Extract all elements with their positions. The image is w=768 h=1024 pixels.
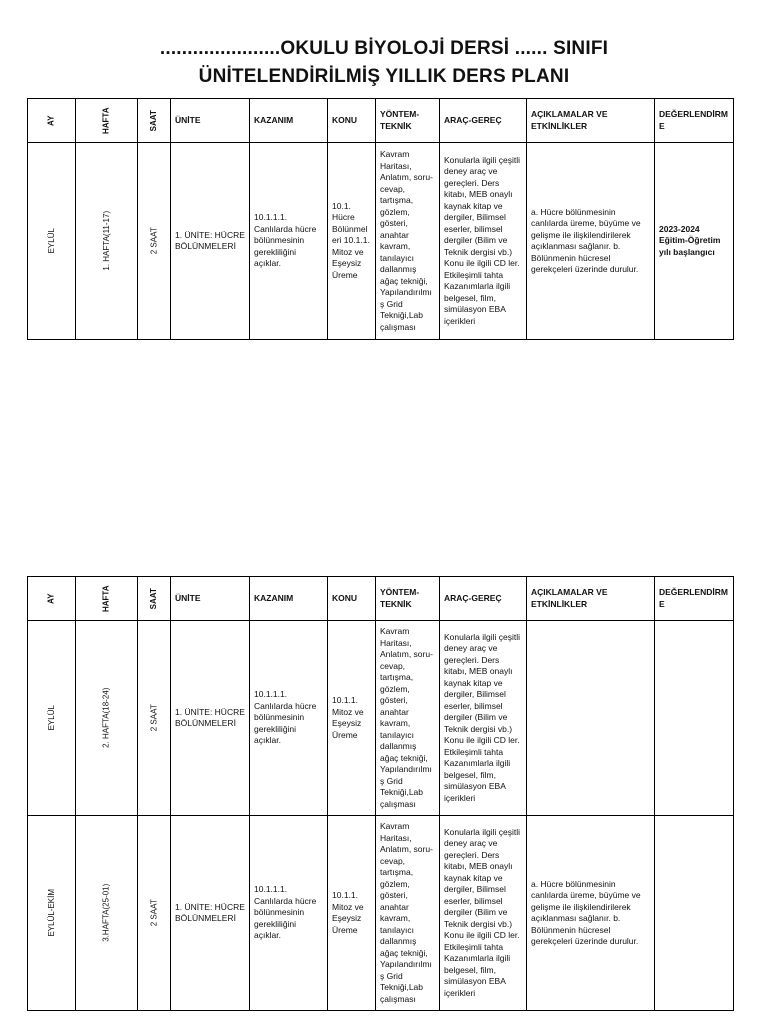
cell-aciklama: a. Hücre bölünmesinin canlılarda üreme, büyüme ve gelişme ile ilişkilendirilerek açıklanması sağlanır. b. Bölünmenin hücresel gerekçeleri üzerinde durulur.: [527, 143, 655, 340]
cell-ay: EYLÜL: [28, 143, 76, 340]
document-title-line-1: ......................OKULU BİYOLOJİ DERSİ ...... SINIFI: [159, 38, 609, 59]
cell-konu: 10.1. Hücre Bölünmeleri 10.1.1. Mitoz ve Eşeysiz Üreme: [328, 143, 376, 340]
table-header-row: [28, 99, 734, 143]
cell-konu: 10.1.1. Mitoz ve Eşeysiz Üreme: [328, 816, 376, 1011]
cell-yontem: Kavram Haritası, Anlatım, soru-cevap, tartışma, gözlem, gösteri, anahtar kavram, tanılayıcı dallanmış ağaç tekniği, Yapılandırılmış Grid Tekniği,Lab çalışması: [376, 816, 440, 1011]
cell-unite: 1. ÜNİTE: HÜCRE BÖLÜNMELERİ: [171, 816, 250, 1011]
cell-yontem: Kavram Haritası, Anlatım, soru-cevap, tartışma, gözlem, gösteri, anahtar kavram, tanılayıcı dallanmış ağaç tekniği, Yapılandırılmış Grid Tekniği,Lab çalışması: [376, 143, 440, 340]
header-konu: KONU: [328, 99, 376, 143]
header-saat: SAAT: [138, 577, 171, 621]
header-arac: ARAÇ-GEREÇ: [440, 99, 527, 143]
header-hafta: HAFTA: [76, 577, 138, 621]
cell-kazanim: 10.1.1.1. Canlılarda hücre bölünmesinin gerekliliğini açıklar.: [250, 816, 328, 1011]
header-degerlendirme: DEĞERLENDİRME: [655, 99, 734, 143]
header-hafta: HAFTA: [76, 99, 138, 143]
cell-saat: 2 SAAT: [138, 621, 171, 816]
cell-aciklama: [527, 621, 655, 816]
header-yontem: YÖNTEM-TEKNİK: [376, 99, 440, 143]
cell-yontem: Kavram Haritası, Anlatım, soru-cevap, tartışma, gözlem, gösteri, anahtar kavram, tanılayıcı dallanmış ağaç tekniği, Yapılandırılmış Grid Tekniği,Lab çalışması: [376, 621, 440, 816]
header-unite: ÜNİTE: [171, 99, 250, 143]
header-ay: AY: [28, 577, 76, 621]
cell-arac: Konularla ilgili çeşitli deney araç ve gereçleri. Ders kitabı, MEB onaylı kaynak kitap ve dergiler, Bilimsel eserler, bilimsel dergiler (Bilim ve Teknik dergisi vb.) Konu ile ilgili CD ler. Etkileşimli tahta Kazanımlarla ilgili belgesel, film, simülasyon EBA içerikleri: [440, 621, 527, 816]
table-row: [28, 621, 734, 816]
cell-konu: 10.1.1. Mitoz ve Eşeysiz Üreme: [328, 621, 376, 816]
header-arac: ARAÇ-GEREÇ: [440, 577, 527, 621]
table-row: [28, 816, 734, 1011]
cell-hafta: 2. HAFTA(18-24): [76, 621, 138, 816]
cell-saat: 2 SAAT: [138, 143, 171, 340]
cell-ay: EYLÜL-EKİM: [28, 816, 76, 1011]
cell-unite: 1. ÜNİTE: HÜCRE BÖLÜNMELERİ: [171, 143, 250, 340]
header-kazanim: KAZANIM: [250, 99, 328, 143]
cell-saat: 2 SAAT: [138, 816, 171, 1011]
header-aciklama: AÇIKLAMALAR VE ETKİNLİKLER: [527, 99, 655, 143]
cell-degerlendirme: [655, 816, 734, 1011]
header-yontem: YÖNTEM-TEKNİK: [376, 577, 440, 621]
cell-ay: EYLÜL: [28, 621, 76, 816]
cell-kazanim: 10.1.1.1. Canlılarda hücre bölünmesinin gerekliliğini açıklar.: [250, 621, 328, 816]
cell-hafta: 1. HAFTA(11-17): [76, 143, 138, 340]
plan-table-1: [27, 98, 734, 340]
document-title-line-2: ÜNİTELENDİRİLMİŞ YILLIK DERS PLANI: [198, 66, 570, 87]
plan-table-2: [27, 576, 734, 1011]
cell-degerlendirme: [655, 621, 734, 816]
header-ay: AY: [28, 99, 76, 143]
header-degerlendirme: DEĞERLENDİRME: [655, 577, 734, 621]
header-konu: KONU: [328, 577, 376, 621]
cell-unite: 1. ÜNİTE: HÜCRE BÖLÜNMELERİ: [171, 621, 250, 816]
cell-degerlendirme: 2023-2024 Eğitim-Öğretim yılı başlangıcı: [655, 143, 734, 340]
header-saat: SAAT: [138, 99, 171, 143]
cell-hafta: 3.HAFTA(25-01): [76, 816, 138, 1011]
header-unite: ÜNİTE: [171, 577, 250, 621]
header-aciklama: AÇIKLAMALAR VE ETKİNLİKLER: [527, 577, 655, 621]
header-kazanim: KAZANIM: [250, 577, 328, 621]
cell-kazanim: 10.1.1.1. Canlılarda hücre bölünmesinin gerekliliğini açıklar.: [250, 143, 328, 340]
table-header-row: [28, 577, 734, 621]
cell-aciklama: a. Hücre bölünmesinin canlılarda üreme, büyüme ve gelişme ile ilişkilendirilerek açıklanması sağlanır. b. Bölünmenin hücresel gerekçeleri üzerinde durulur.: [527, 816, 655, 1011]
cell-arac: Konularla ilgili çeşitli deney araç ve gereçleri. Ders kitabı, MEB onaylı kaynak kitap ve dergiler, Bilimsel eserler, bilimsel dergiler (Bilim ve Teknik dergisi vb.) Konu ile ilgili CD ler. Etkileşimli tahta Kazanımlarla ilgili belgesel, film, simülasyon EBA içerikleri: [440, 816, 527, 1011]
table-row: [28, 143, 734, 340]
cell-arac: Konularla ilgili çeşitli deney araç ve gereçleri. Ders kitabı, MEB onaylı kaynak kitap ve dergiler, Bilimsel eserler, bilimsel dergiler (Bilim ve Teknik dergisi vb.) Konu ile ilgili CD ler. Etkileşimli tahta Kazanımlarla ilgili belgesel, film, simülasyon EBA içerikleri: [440, 143, 527, 340]
